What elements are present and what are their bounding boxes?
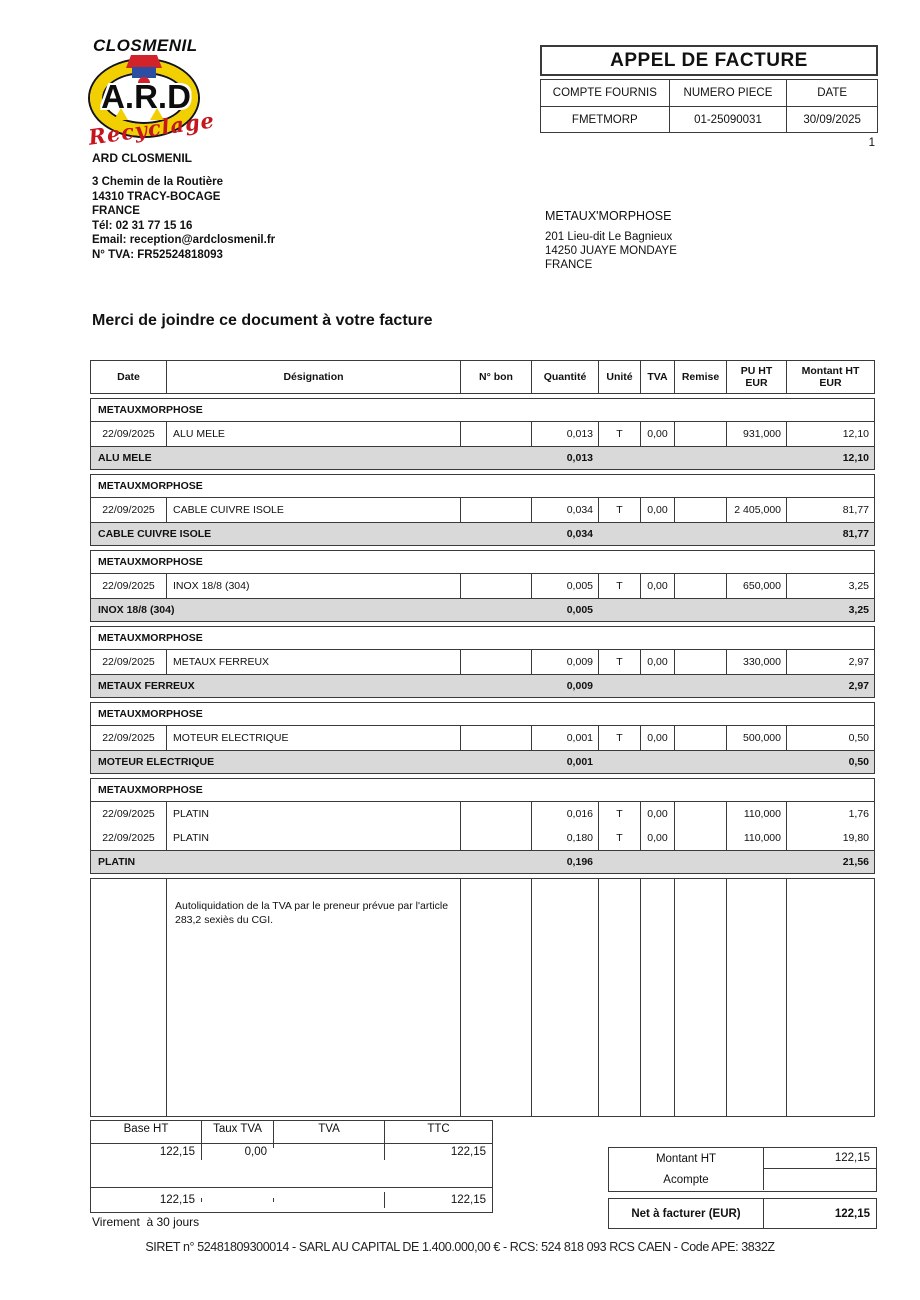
- summary-montant-row: [609, 1148, 876, 1169]
- cell-date: 22/09/2025: [102, 832, 155, 844]
- col-remise: Remise: [674, 361, 726, 393]
- cell-qty: 0,009: [531, 650, 598, 674]
- subtotal-row: [91, 750, 874, 773]
- cell-remise: [674, 802, 726, 826]
- cell-designation: CABLE CUIVRE ISOLE: [166, 498, 460, 522]
- group-details: [91, 650, 874, 674]
- cell-designation: METAUX FERREUX: [166, 650, 460, 674]
- note-cell-date: [91, 879, 166, 1116]
- col-pu-ht: PU HT EUR: [726, 361, 786, 393]
- sender-address-line: 14310 TRACY-BOCAGE: [92, 190, 221, 203]
- cell-unit: T: [598, 826, 640, 850]
- meta-val-compte: FMETMORP: [571, 113, 638, 126]
- attach-notice: Merci de joindre ce document à votre facture: [92, 312, 433, 329]
- group-title: METAUXMORPHOSE: [91, 627, 874, 650]
- group-details: [91, 498, 874, 522]
- cell-bon: [460, 422, 531, 446]
- cell-date: 22/09/2025: [102, 580, 155, 592]
- col-montant-ht: Montant HT EUR: [786, 361, 874, 393]
- cell-bon: [460, 574, 531, 598]
- cell-designation: PLATIN: [166, 802, 460, 826]
- line-item-row: [91, 422, 874, 446]
- subtotal-label: INOX 18/8 (304): [98, 604, 175, 616]
- cell-remise: [674, 422, 726, 446]
- subtotal-qty: 0,009: [566, 680, 593, 692]
- item-group: [90, 474, 875, 546]
- cell-unit: T: [598, 650, 640, 674]
- col-unite: Unité: [598, 361, 640, 393]
- note-cell-montant: [786, 879, 874, 1116]
- cell-tva: 0,00: [640, 574, 674, 598]
- subtotal-qty: 0,001: [566, 756, 593, 768]
- montant-ht-value: 122,15: [764, 1148, 876, 1169]
- cell-unit: T: [598, 498, 640, 522]
- cell-qty: 0,005: [531, 574, 598, 598]
- subtotal-row: [91, 598, 874, 621]
- cell-tva: 0,00: [640, 650, 674, 674]
- subtotal-label: PLATIN: [98, 856, 136, 868]
- col-tva: TVA: [640, 361, 674, 393]
- vat-value-row: [91, 1144, 492, 1187]
- logo-brand-main: A.R.D: [101, 78, 191, 115]
- sender-address-line: 3 Chemin de la Routière: [92, 176, 224, 188]
- vat-ttc-value: 122,15: [384, 1144, 492, 1160]
- cell-qty: 0,034: [531, 498, 598, 522]
- cell-remise: [674, 650, 726, 674]
- vat-col-base: Base HT: [123, 1123, 169, 1135]
- cell-qty: 0,016: [531, 802, 598, 826]
- sender-address: [92, 175, 275, 263]
- cell-remise: [674, 826, 726, 850]
- cell-date: 22/09/2025: [102, 504, 155, 516]
- meta-val-date: 30/09/2025: [786, 107, 877, 132]
- vat-col-ttc: TTC: [384, 1121, 492, 1143]
- cell-qty: 0,001: [531, 726, 598, 750]
- line-item-row: [91, 574, 874, 598]
- subtotal-montant: 12,10: [842, 452, 869, 464]
- cell-remise: [674, 726, 726, 750]
- net-value: 122,15: [834, 1207, 870, 1220]
- col-bon: N° bon: [460, 361, 531, 393]
- group-details: [91, 422, 874, 446]
- cell-bon: [460, 498, 531, 522]
- vat-col-tva: TVA: [273, 1121, 384, 1143]
- subtotal-montant: 3,25: [848, 604, 869, 616]
- meta-col-numero: NUMERO PIECE: [669, 80, 787, 106]
- cell-tva: 0,00: [640, 802, 674, 826]
- group-details: [91, 574, 874, 598]
- note-cell-remise: [674, 879, 726, 1116]
- subtotal-label: MOTEUR ELECTRIQUE: [98, 756, 215, 768]
- subtotal-qty: 0,005: [566, 604, 593, 616]
- cell-pu: 110,000: [726, 802, 786, 826]
- group-title: METAUXMORPHOSE: [91, 779, 874, 802]
- cell-tva: 0,00: [640, 826, 674, 850]
- subtotal-qty: 0,196: [566, 856, 593, 868]
- vat-taux-total: [201, 1198, 273, 1202]
- cell-pu: 2 405,000: [726, 498, 786, 522]
- meta-col-compte: COMPTE FOURNIS: [552, 87, 657, 99]
- recipient-address-line: FRANCE: [545, 259, 593, 272]
- group-title: METAUXMORPHOSE: [91, 703, 874, 726]
- cell-designation: PLATIN: [166, 826, 460, 850]
- col-date: Date: [117, 370, 140, 383]
- meta-col-date: DATE: [786, 80, 877, 106]
- tax-note-row: [90, 878, 875, 1117]
- sender-email: Email: reception@ardclosmenil.fr: [92, 234, 276, 247]
- group-details: [91, 802, 874, 850]
- line-item-row: [91, 498, 874, 522]
- summary-box: [608, 1147, 877, 1192]
- cell-montant: 0,50: [786, 726, 874, 750]
- vat-tva-total: [273, 1198, 384, 1202]
- payment-terms: Virement à 30 jours: [92, 1215, 200, 1229]
- cell-pu: 500,000: [726, 726, 786, 750]
- item-group: [90, 550, 875, 622]
- cell-remise: [674, 574, 726, 598]
- cell-montant: 12,10: [786, 422, 874, 446]
- acompte-value: [764, 1169, 876, 1190]
- vat-total-row: [91, 1187, 492, 1212]
- vat-header-row: [91, 1121, 492, 1144]
- summary-acompte-row: [609, 1169, 876, 1190]
- recipient-name: METAUX'MORPHOSE: [545, 209, 672, 223]
- vat-taux-value: 0,00: [201, 1144, 273, 1160]
- vat-tva-value: [273, 1144, 384, 1148]
- line-item-row: [91, 650, 874, 674]
- vat-base-total: 122,15: [159, 1194, 195, 1206]
- col-quantite: Quantité: [531, 361, 598, 393]
- net-label: Net à facturer (EUR): [609, 1199, 764, 1228]
- cell-pu: 330,000: [726, 650, 786, 674]
- cell-tva: 0,00: [640, 422, 674, 446]
- subtotal-label: ALU MELE: [98, 452, 152, 464]
- vat-ttc-total: 122,15: [384, 1192, 492, 1208]
- subtotal-montant: 0,50: [848, 756, 869, 768]
- cell-pu: 650,000: [726, 574, 786, 598]
- subtotal-qty: 0,034: [566, 528, 593, 540]
- cell-unit: T: [598, 574, 640, 598]
- line-items-table: [90, 360, 875, 1117]
- item-group: [90, 626, 875, 698]
- recipient-address: [545, 230, 677, 273]
- subtotal-row: [91, 850, 874, 873]
- cell-date: 22/09/2025: [102, 656, 155, 668]
- subtotal-label: METAUX FERREUX: [98, 680, 195, 692]
- line-item-row: [91, 826, 874, 850]
- cell-unit: T: [598, 726, 640, 750]
- sender-name: ARD CLOSMENIL: [92, 151, 192, 165]
- cell-qty: 0,180: [531, 826, 598, 850]
- cell-designation: INOX 18/8 (304): [166, 574, 460, 598]
- sender-vat-number: N° TVA: FR52524818093: [92, 248, 223, 261]
- cell-montant: 19,80: [786, 826, 874, 850]
- cell-bon: [460, 650, 531, 674]
- group-title: METAUXMORPHOSE: [91, 551, 874, 574]
- cell-montant: 1,76: [786, 802, 874, 826]
- montant-ht-label: Montant HT: [609, 1148, 764, 1169]
- cell-unit: T: [598, 802, 640, 826]
- cell-pu: 931,000: [726, 422, 786, 446]
- group-details: [91, 726, 874, 750]
- cell-montant: 3,25: [786, 574, 874, 598]
- vat-base-value: 122,15: [159, 1146, 195, 1158]
- logo-brand-sub: Recyclage: [86, 107, 217, 150]
- cell-pu: 110,000: [726, 826, 786, 850]
- cell-qty: 0,013: [531, 422, 598, 446]
- subtotal-label: CABLE CUIVRE ISOLE: [98, 528, 212, 540]
- note-cell-bon: [460, 879, 531, 1116]
- sender-phone: Tél: 02 31 77 15 16: [92, 219, 193, 232]
- group-title: METAUXMORPHOSE: [91, 399, 874, 422]
- note-cell-pu: [726, 879, 786, 1116]
- subtotal-montant: 81,77: [842, 528, 869, 540]
- document-title: APPEL DE FACTURE: [540, 45, 878, 76]
- group-title: METAUXMORPHOSE: [91, 475, 874, 498]
- item-groups: [90, 398, 875, 874]
- company-logo: [86, 36, 217, 150]
- note-cell-qty: [531, 879, 598, 1116]
- vat-table: [90, 1120, 493, 1213]
- vat-col-taux: Taux TVA: [201, 1121, 273, 1143]
- cell-montant: 81,77: [786, 498, 874, 522]
- item-group: [90, 778, 875, 874]
- net-total-box: [608, 1198, 877, 1229]
- logo-brand-top: CLOSMENIL: [93, 36, 198, 55]
- note-cell-tva: [640, 879, 674, 1116]
- recipient-address-line: 201 Lieu-dit Le Bagnieux: [545, 231, 673, 243]
- line-item-row: [91, 726, 874, 750]
- cell-remise: [674, 498, 726, 522]
- subtotal-montant: 2,97: [848, 680, 869, 692]
- cell-bon: [460, 802, 531, 826]
- sender-address-line: FRANCE: [92, 205, 140, 218]
- subtotal-montant: 21,56: [842, 856, 869, 868]
- subtotal-row: [91, 522, 874, 545]
- note-cell-unit: [598, 879, 640, 1116]
- cell-tva: 0,00: [640, 726, 674, 750]
- table-header-row: [90, 360, 875, 394]
- cell-tva: 0,00: [640, 498, 674, 522]
- legal-footer: SIRET n° 52481809300014 - SARL AU CAPITAL DE 1.400.000,00 € - RCS: 524 818 093 RCS CAEN - Code APE: 3832Z: [145, 1240, 775, 1254]
- subtotal-row: [91, 446, 874, 469]
- meta-header-row: [541, 80, 877, 106]
- header-meta-table: [540, 79, 878, 133]
- cell-designation: MOTEUR ELECTRIQUE: [166, 726, 460, 750]
- item-group: [90, 702, 875, 774]
- cell-date: 22/09/2025: [102, 732, 155, 744]
- tax-note-text: Autoliquidation de la TVA par le preneur prévue par l'article 283,2 sexiès du CGI.: [166, 879, 460, 1116]
- subtotal-row: [91, 674, 874, 697]
- recipient-address-line: 14250 JUAYE MONDAYE: [545, 245, 677, 258]
- meta-value-row: [541, 106, 877, 132]
- cell-bon: [460, 726, 531, 750]
- cell-date: 22/09/2025: [102, 428, 155, 440]
- cell-date: 22/09/2025: [102, 808, 155, 820]
- logo-triangle-icon: [114, 108, 128, 120]
- subtotal-qty: 0,013: [566, 452, 593, 464]
- cell-unit: T: [598, 422, 640, 446]
- cell-bon: [460, 826, 531, 850]
- page-number: 1: [868, 137, 875, 149]
- cell-montant: 2,97: [786, 650, 874, 674]
- cell-designation: ALU MELE: [166, 422, 460, 446]
- col-designation: Désignation: [166, 361, 460, 393]
- meta-val-numero: 01-25090031: [669, 107, 787, 132]
- item-group: [90, 398, 875, 470]
- line-item-row: [91, 802, 874, 826]
- acompte-label: Acompte: [609, 1169, 764, 1190]
